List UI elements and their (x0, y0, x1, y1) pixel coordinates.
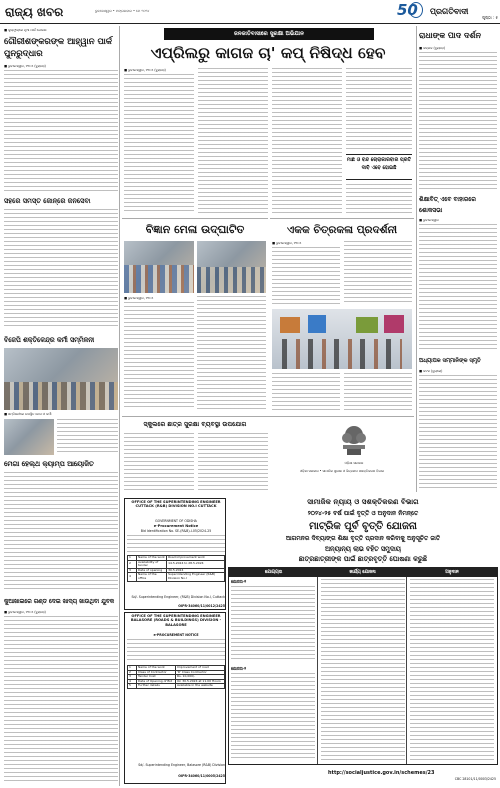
tender-cell: 14.5.2024 to 28.5.2024 (167, 560, 225, 568)
tender-row (128, 684, 225, 689)
tender-notice (124, 612, 226, 784)
govt-emblem-icon (337, 419, 371, 459)
right-column (416, 26, 498, 492)
page-number: ପୃଷ୍ଠା : ୫ (482, 15, 498, 20)
tender-cell: Improvement of road (176, 666, 225, 671)
art-body (344, 241, 412, 305)
section-title: ରାଜ୍ୟ ଖବର (5, 5, 64, 19)
ad-col-head: ଯୋଗ୍ୟତା (264, 570, 283, 575)
lead-kicker-bar (164, 28, 374, 40)
lead-body (124, 74, 194, 214)
tender-cell: 3 (128, 675, 137, 680)
tender-cell: Name of the work (138, 555, 165, 559)
story-headline: ସହରେ ସମସ୍ତ ଜୋନ୍‌ରେ ଜନସେବା (4, 197, 91, 205)
story-body (57, 419, 118, 455)
science-photo (124, 241, 194, 293)
emblem-label: ଓଡ଼ିଶା ସରକାର (344, 461, 364, 465)
tender-cell: 5 (128, 684, 137, 689)
tender-body (127, 639, 225, 663)
story-headline: କୁଆଖାଇରେ ଗଣ୍ଡ ଦେଇ ଖାଦ୍ୟ ଖାଉଥିବା ଯୁବକ (4, 599, 115, 605)
ad-col-divider (406, 577, 407, 764)
story-body (4, 209, 118, 329)
lead-body (272, 68, 342, 214)
ad-dept: ସାମାଜିକ ନ୍ୟାୟ ଓ ସଶକ୍ତିକରଣ ବିଭାଗ (307, 497, 419, 506)
story-byline: ■ ଭୁବନେଶ୍ୱର, ୧୩।୫ (ବ୍ୟୁରୋ) (4, 64, 46, 68)
tender-sub: e-PROCUREMENT NOTICE (153, 633, 199, 637)
story-headline: ବିଜେପି ଶକ୍ତିକେନ୍ଦ୍ର କର୍ମୀ ସମ୍ମିଳନୀ (4, 336, 95, 344)
ad-scheme-label: ଯୋଜନା-୨ (231, 666, 246, 671)
tender-cell: 4 (128, 573, 137, 581)
tender-cell: 2 (128, 670, 137, 675)
story-headline: ଶିକ୍ଷାବିତ୍ ଏବେ ବାହାରରେ ଶୋକସଭା (419, 196, 476, 214)
news-photo (4, 348, 118, 410)
story-body (419, 224, 497, 352)
photo-people (197, 267, 266, 293)
tender-cell: 'D' Class Contractor (176, 670, 225, 675)
painting-frame (384, 315, 404, 333)
ad-sub-2: ଅନ୍ୟାନ୍ୟ ଲାଭ ବହିତ ସମୁଦାୟ (325, 545, 401, 553)
tender-cell: Road improvement work (167, 556, 225, 561)
lead-story (122, 26, 414, 218)
ad-headline: ମାଟ୍ରିକ ପୂର୍ବ ବୃତ୍ତି ଯୋଜନା (309, 521, 417, 532)
tender-cell: Class of Contractor (137, 670, 176, 675)
ad-sub-1: ଆଗମନର ଦିବ୍ୟାଙ୍ଗ ଶିକ୍ଷା ବୃତ୍ତି ପ୍ରଦାନ କରିବାକୁ ଅନୁସୂଚିତ ଜାତି (285, 535, 441, 542)
photo-people (282, 339, 402, 369)
logo-fifty: 50 (397, 2, 418, 18)
tender-oipr: OIPR-34060/11/0012/2425 (178, 604, 225, 608)
scholarship-ad (228, 496, 498, 786)
tender-bid-no: Bid Identification No. SE-(R&B)-I-05/2024-25 (140, 529, 212, 533)
lead-body (346, 184, 412, 214)
school-body (124, 433, 194, 493)
tender-footer: Sd/- Superintending Engineer, Balasore (R&B) Division (138, 763, 225, 767)
painting-frame (280, 317, 300, 333)
art-story (270, 218, 414, 414)
tender-cell: On 30.5.2024 at 11.00 Hours (176, 679, 225, 684)
ad-sub-3: ଛାତ୍ରଛାତ୍ରୀଙ୍କ ପାଇଁ ଛାତ୍ରବୃତ୍ତି ଘୋଷଣା କରୁଛି (298, 555, 428, 563)
lead-headline: ଏପ୍ରିଲରୁ କାଗଜ ଚା' କପ୍ ନିଷିଦ୍ଧ ହେବ (150, 44, 386, 62)
art-photo (272, 309, 412, 369)
govt-dept-line: ଓଡ଼ିଶା ସରକାର • ସାମାଜିକ ସୁରକ୍ଷା ଓ ଭିନ୍ନକ୍ଷମ ସଶକ୍ତିକରଣ ବିଭାଗ (299, 469, 385, 473)
story-headline: ରାଧାଙ୍କ ପାଦ ଦର୍ଶନ (419, 31, 481, 40)
art-body (272, 373, 340, 411)
tender-cell: Date of opening (137, 568, 167, 573)
art-body (272, 247, 340, 305)
photo-caption: ■ ସମ୍ମିଳନୀରେ ଉପସ୍ଥିତ ନେତା ଓ କର୍ମୀ (4, 412, 52, 416)
tender-cell: Availability of tender (137, 560, 167, 568)
story-headline: ଗୌରୀଶଙ୍କରଙ୍କ ଆହ୍ୱାନ ପାର୍କ ପୁନରୁଦ୍ଧାର (4, 37, 113, 59)
story-headline: ଅଧ୍ୟାପକ ସମ୍ମାନିଙ୍କ ସ୍ମୃତି (419, 358, 481, 364)
lead-kicker: ଜନଜାତିବାସୀରେ ସୁରକ୍ଷା ଅଭିଯାନ (234, 31, 304, 37)
photo-people (124, 265, 194, 293)
lead-byline: ■ ଭୁବନେଶ୍ୱର, ୧୩।୫ (ବ୍ୟୁରୋ) (124, 68, 166, 72)
story-body (419, 375, 497, 489)
art-byline: ■ ଭୁବନେଶ୍ୱର, ୧୩।୫ (272, 241, 302, 245)
tender-cell: Name of the office (137, 573, 167, 581)
school-body (198, 433, 268, 493)
paper-name: ପ୍ରଗତିବାଦୀ (430, 7, 469, 16)
tender-table (127, 665, 225, 689)
painting-frame (308, 315, 326, 333)
ad-col-body (231, 673, 315, 761)
science-body (197, 296, 266, 410)
tender-sub: GOVERNMENT OF ODISHA (155, 519, 197, 523)
lead-sub-headline: ମାଛ ଓ ବନ୍ଦ ଚୋରାକାରବାର ପ୍ରତି ଦାବି ଏବେ ହୋଇଛି (346, 157, 412, 171)
tender-cell: Tender Cost (137, 675, 176, 680)
tender-cell: Rs. 10,000/- (176, 675, 225, 680)
story-byline: ■ କଟକ (ବ୍ୟୁରୋ) (419, 369, 443, 373)
ad-col-head: କାର୍ଯ୍ୟ ଯୋଜନା (349, 570, 376, 575)
tender-cell: 1 (128, 556, 137, 561)
school-headline: ସ୍କୁଲରେ ଛାତ୍ର ସୁରକ୍ଷା ବ୍ୟବସ୍ଥା ଉପଯୋଗ (143, 421, 247, 428)
tender-footer: Sd/- Superintending Engineer, (R&B) Division No.I, Cuttack (131, 595, 225, 599)
science-body (124, 302, 194, 410)
tender-cell: 1 (128, 666, 137, 671)
tender-cell: Date of Opening of Bid (137, 679, 176, 684)
ad-scheme-label: ଯୋଜନା-୧ (231, 579, 247, 584)
tender-oipr: OIPR-34060/11/0005/2425 (178, 774, 225, 778)
art-headline: ଏକକ ଚିତ୍ରକଳା ପ୍ରଦର୍ଶନୀ (286, 224, 398, 236)
ad-col-divider (317, 577, 318, 764)
tender-notice (124, 498, 226, 610)
tender-row (128, 573, 225, 581)
ad-col-body (231, 586, 315, 662)
tender-cell: Name of the work (137, 666, 176, 671)
lead-body (198, 68, 268, 214)
tender-cell: 4 (128, 679, 137, 684)
art-body (344, 373, 412, 411)
lead-body (346, 68, 412, 150)
tender-cell: 2 (128, 560, 137, 568)
ad-col-body (410, 579, 494, 761)
ad-url: http://socialjustice.gov.in/schemes/23 (328, 770, 435, 776)
logo-ring-icon (409, 2, 423, 18)
tender-body (127, 535, 225, 553)
school-story (122, 416, 414, 496)
science-story (122, 218, 268, 414)
story-body (419, 52, 497, 190)
story-byline: ■ ଭୁବନେଶ୍ୱର (419, 218, 439, 222)
news-photo (4, 419, 54, 455)
painting-frame (356, 317, 378, 333)
tender-cell: Available in the website (176, 684, 225, 689)
story-byline: ■ ଭଦ୍ରକ (ବ୍ୟୁରୋ) (419, 46, 445, 50)
tender-title: e-Procurement Notice (153, 524, 199, 528)
tender-table (127, 555, 225, 582)
story-byline: ■ ଭୁବନେଶ୍ୱର, ୧୩।୫ (ବ୍ୟୁରୋ) (4, 610, 46, 614)
photo-people (4, 382, 118, 410)
left-column (2, 26, 120, 786)
ad-col-head: ଅନୁଦାନ (445, 570, 459, 575)
ad-col-body (321, 579, 405, 761)
story-body (4, 70, 118, 192)
tender-cell: 3 (128, 568, 137, 573)
masthead (0, 0, 500, 24)
story-headline: ମେଗା ହେଲ୍ଥ କ୍ୟାମ୍ପ ଆୟୋଜିତ (4, 460, 94, 468)
tender-org: OFFICE OF THE SUPERINTENDING ENGINEER CUTTACK (R&B) DIVISION NO.I CUTTACK (131, 500, 221, 509)
tender-cell: Further details (137, 684, 176, 689)
science-byline: ■ ଭୁବନେଶ୍ୱର, ୧୩।୫ (124, 296, 154, 300)
lead-sub-box (346, 154, 412, 180)
anniversary-logo (395, 1, 425, 22)
story-body (4, 472, 118, 592)
story-body (4, 616, 118, 782)
tender-cell: Superintending Engineer (R&B) Division No.I (167, 573, 225, 581)
date-line: ଭୁବନେଶ୍ୱର • ମଙ୍ଗଳବାର • ମେ ୨୦୨୪ (95, 9, 150, 13)
science-photo (197, 241, 266, 293)
science-headline: ବିଜ୍ଞାନ ମେଳା ଉଦ୍‌ଘାଟିତ (145, 223, 245, 236)
ad-code: CBC 28101/11/0003/2425 (454, 777, 496, 781)
tender-org: OFFICE OF THE SUPERINTENDING ENGINEER BALASORE (ROADS & BUILDINGS) DIVISION - BALASORE (130, 614, 222, 627)
story-kicker: ■ କୁଲ୍‌ଫୁଲ୍‌ରେ ନୂଆ ପାର୍କ ଯୋଜନା (4, 28, 47, 32)
ad-table (228, 567, 498, 765)
ad-year-line: ୨୦୨୪-୨୫ ବର୍ଷ ପାଇଁ ବୃତ୍ତି ଓ ଅନୁଦାନ ନିମନ୍ତେ (307, 510, 419, 517)
tender-cell: 30.5.2024 (167, 568, 225, 573)
